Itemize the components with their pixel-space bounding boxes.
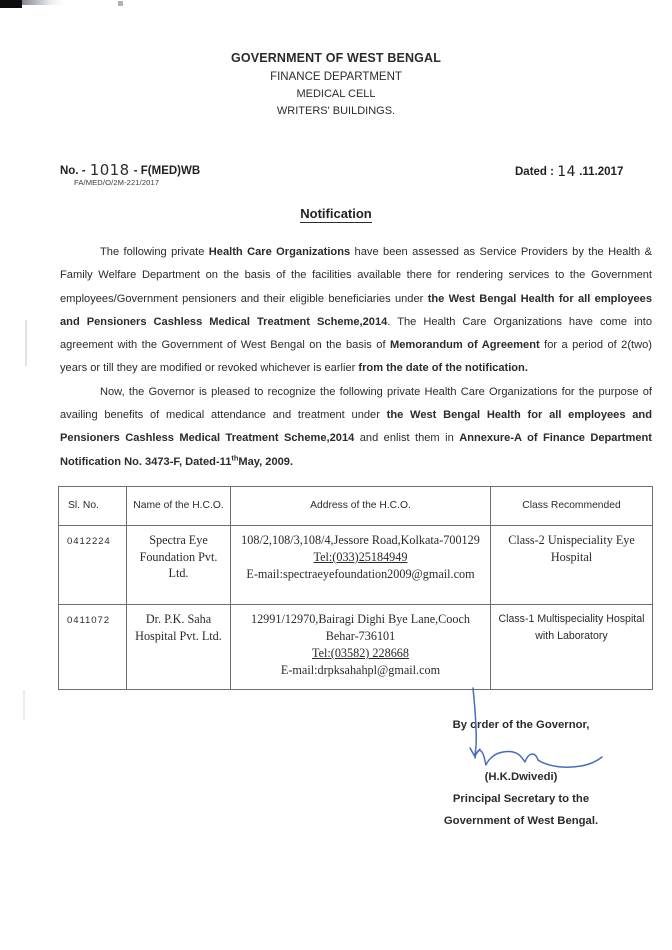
signature-designation-line-1: Principal Secretary to the: [452, 793, 590, 805]
telephone-number: Tel:(03582) 228668: [312, 646, 409, 660]
table-row: [59, 526, 653, 605]
address-line-email: E-mail:drpksahahpl@gmail.com: [280, 663, 441, 677]
column-header-sl-no: Sl. No.: [59, 487, 127, 526]
paragraph-two: [60, 381, 652, 474]
signature-name: (H.K.Dwivedi): [484, 771, 558, 783]
cell-address: [231, 605, 491, 690]
address-line-tel: [235, 549, 486, 566]
memo-date-label: Dated :: [515, 166, 554, 178]
column-header-class: Class Recommended: [491, 487, 653, 526]
signature-designation-line-2: Government of West Bengal.: [443, 815, 599, 827]
page-title-text: Notification: [300, 206, 372, 221]
column-header-address: Address of the H.C.O.: [231, 487, 491, 526]
memo-file-reference: FA/MED/O/2M-221/2017: [74, 178, 160, 187]
cell-class: Class-2 Unispeciality Eye Hospital: [491, 526, 653, 605]
memo-number: [60, 160, 200, 178]
p2-b3: May, 2009.: [238, 455, 294, 468]
memo-date-suffix: .11.2017: [579, 166, 624, 178]
memo-number-prefix: No. -: [60, 165, 86, 177]
cell-sl-no: 0412224: [59, 526, 127, 605]
p2-superscript: th: [231, 452, 239, 462]
address-line-1: 12991/12970,Bairagi Dighi Bye Lane,Cooch: [250, 612, 470, 626]
cell-name: Dr. P.K. Saha Hospital Pvt. Ltd.: [127, 605, 231, 690]
cell-address: [231, 526, 491, 605]
table-row: [59, 605, 653, 690]
p1-s2: have been assessed as Service Providers by the Health & Family Welfare Department on the basis of the facilities available there for rendering services to the Government employees/Government pensioners and their eligible beneficiaries under: [60, 246, 652, 305]
telephone-number: Tel:(033)25184949: [313, 550, 408, 564]
cell-name: Spectra Eye Foundation Pvt. Ltd.: [127, 526, 231, 605]
address-line-2: Behar-736101: [325, 629, 396, 643]
p1-b4: from the date of the notification.: [358, 362, 528, 375]
letterhead: [0, 52, 672, 117]
hco-table: [58, 486, 653, 690]
p2-b1: the West Bengal Health for all employees and Pensioners Cashless Medical Treatment Scheme,2014: [60, 409, 652, 445]
cell-class: Class-1 Multispeciality Hospital with Laboratory: [491, 605, 653, 690]
letterhead-building: WRITERS' BUILDINGS.: [276, 105, 396, 117]
column-header-name: Name of the H.C.O.: [127, 487, 231, 526]
page-title: [0, 206, 672, 221]
p2-b2: Annexure-A of Finance Department Notification No. 3473-F, Dated-11: [60, 432, 652, 468]
memo-date: [515, 163, 623, 179]
document-body: [60, 241, 652, 474]
table-header-row: [59, 487, 653, 526]
address-line-email: E-mail:spectraeyefoundation2009@gmail.com: [246, 567, 475, 581]
signature-by-order: By order of the Governor,: [452, 719, 590, 731]
p1-b1: Health Care Organizations: [208, 246, 351, 258]
cell-sl-no: 0411072: [59, 605, 127, 690]
paragraph-one: [60, 241, 652, 381]
p1-s4: for a period of 2(two) years or till they are modified or revoked whichever is earlier: [60, 339, 652, 375]
p2-s1: Now, the Governor is pleased to recognize the following private Health Care Organizations for the purpose of availing benefits of medical attendance and treatment under: [60, 385, 652, 422]
p1-b3: Memorandum of Agreement: [390, 339, 540, 352]
letterhead-cell: MEDICAL CELL: [296, 88, 376, 100]
memo-date-handwritten: 14: [557, 164, 577, 180]
address-line-1: 108/2,108/3,108/4,Jessore Road,Kolkata-700129: [241, 533, 480, 547]
p1-s3: . The Health Care Organizations have come into agreement with the Government of West Bengal on the basis of: [60, 315, 652, 352]
p1-b2: the West Bengal Health for all employees and Pensioners Cashless Medical Treatment Scheme,2014: [60, 292, 653, 328]
p1-s1: The following private: [100, 246, 209, 258]
signature-block: [396, 714, 646, 832]
p2-s2: and enlist them in: [354, 432, 460, 445]
memo-number-handwritten: 1018: [89, 161, 130, 179]
letterhead-government: GOVERNMENT OF WEST BENGAL: [231, 51, 441, 65]
memo-number-suffix: - F(MED)WB: [133, 165, 201, 177]
letterhead-department: FINANCE DEPARTMENT: [270, 70, 402, 83]
address-line-tel: [235, 645, 486, 662]
